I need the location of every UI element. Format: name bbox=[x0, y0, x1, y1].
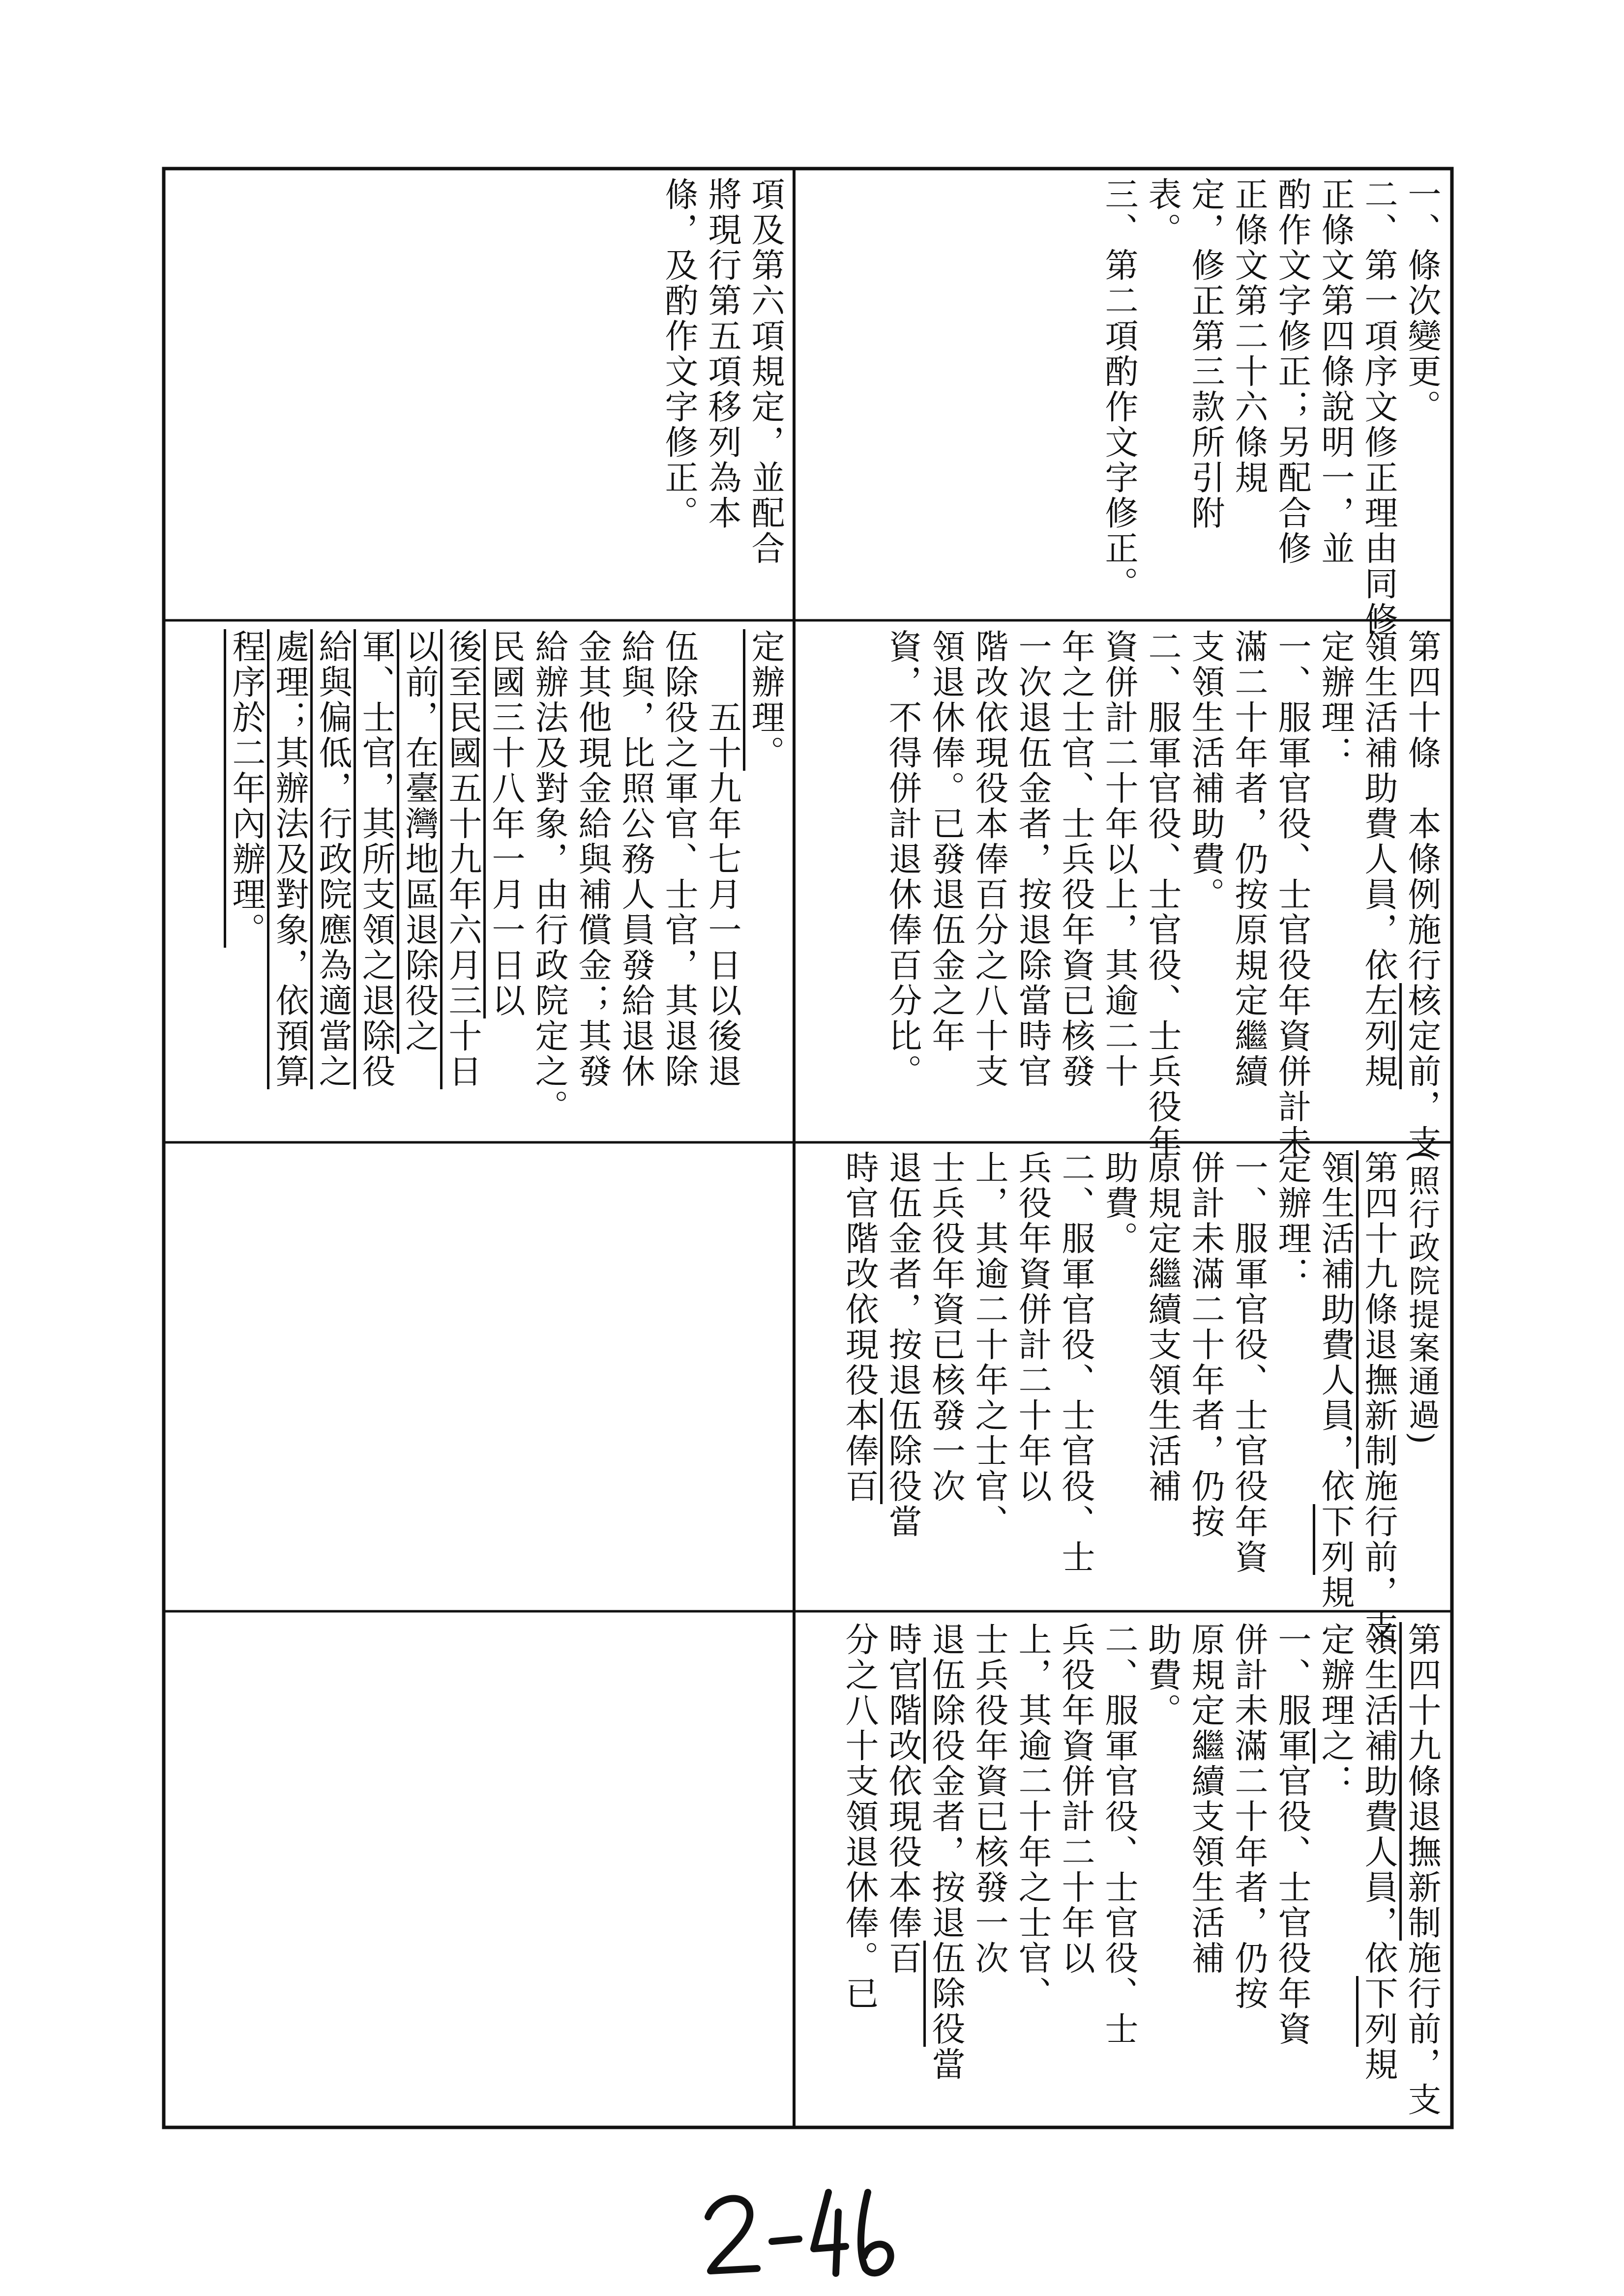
page-number-handwritten bbox=[698, 2182, 905, 2281]
col-a-heading: 第四十九條 bbox=[1402, 1622, 1441, 1799]
col-a-title: 退撫新制 bbox=[1402, 1799, 1441, 1941]
col-d-bottom-text: 一、條次變更。 二、第一項序文修正理由同修 正條文第四條說明一，並 酌作文字修正；另配合修 正條文第二十六條規 定，修正第三款所引附 表。 三、第二項酌作文字修正。 bbox=[1099, 177, 1441, 637]
col-b-note: (照行政院提案通過) bbox=[1403, 1150, 1440, 1446]
col-d-top-text: 項及第六項規定，並配合 將現行第五項移列為本 條，及酌作文字修正。 bbox=[659, 177, 785, 566]
col-b-text: (照行政院提案通過) 第四十九條退撫新制施行前，支 領生活補助費人員，依下列規 定辦理： 一、服軍官役、士官役年資 併計未滿二十年者，仍按 原規定繼續支領生活補 助費。 二、服軍官役、士官役、士 兵役年資併計二十年以 上，其逾二十年之士官、 士兵役年資已核發一次 退伍金者，按退伍除役當 時官階改依現役本俸百 bbox=[840, 1150, 1440, 1646]
col-a-text: 第四十九條退撫新制施行前，支 領生活補助費人員，依下列規 定辦理之： 一、服軍官役、士官役年資 併計未滿二十年者，仍按 原規定繼續支領生活補 助費。 二、服軍官役、士官役、士 兵役年資併計二十年以 上，其逾二十年之士官、 士兵役年資已核發一次 退伍除役金者，按退伍除役當 時官階改依現役本俸百 分之八十支領退休俸。已 bbox=[840, 1622, 1441, 2118]
col-c-bottom-text: 第四十條 本條例施行核定前，支 領生活補助費人員，依左列規 定辦理： 一、服軍官役、士官役年資併計未 滿二十年者，仍按原規定繼續 支領生活補助費。 二、服軍官役、士官役、士兵役年 資併計二十年以上，其逾二十 年之士官、士兵役年資已核發 一次退伍金者，按退除當時官 階改依現役本俸百分之八十支 領退休俸。已發退伍金之年 資，不得併計退休俸百分比。 bbox=[883, 629, 1441, 1160]
col-c-top-text: 定辦理。 五十九年七月一日以後退 伍除役之軍官、士官，其退除 給與，比照公務人員發給退休 金其他現金給與補償金；其發 給辦法及對象，由行政院定之。 民國三十八年一月一日以 後至民國五十九年六月三十日 以前，在臺灣地區退除役之 軍、士官，其所支領之退除役 給與偏低，行政院應為適當之 處理；其辦法及對象，依預算 程序於二年內辦理。 bbox=[227, 629, 785, 1125]
